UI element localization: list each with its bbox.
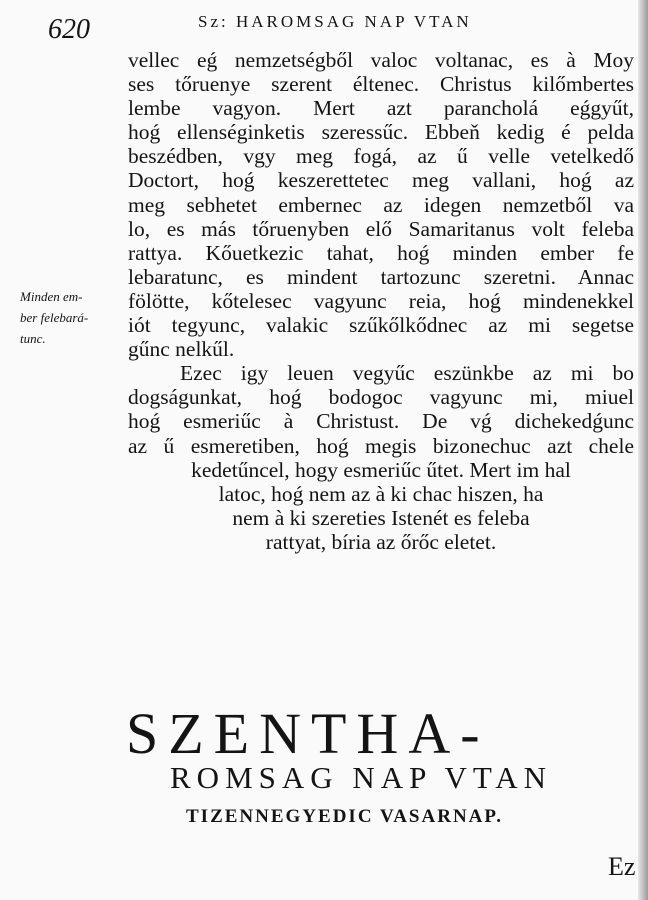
- text-line: lembe vagyon. Mert azt parancholá eǵgyűt,: [128, 96, 634, 121]
- page-number: 620: [48, 14, 90, 45]
- section-subtitle: ROMSAG NAP VTAN: [170, 760, 553, 795]
- section-title: SZENTHA-: [126, 701, 490, 766]
- text-line: meg sebhetet embernec az idegen nemzetből va: [128, 192, 634, 217]
- text-line: nem à ki szereties Istenét es feleba: [232, 505, 530, 530]
- text-line: rattyat, bíria az őrőc eletet.: [265, 529, 497, 554]
- text-line: lo, es más tőruenyben elő Samaritanus volt feleba: [128, 216, 634, 241]
- catchword: Ez: [608, 852, 636, 881]
- text-line: iót tegyunc, valakic szűkőlkődnec az mi segetse: [128, 313, 634, 338]
- text-line: latoc, hoǵ nem az à ki chac hiszen, ha: [218, 481, 544, 506]
- text-line: kedetűncel, hogy esmeriűc űtet. Mert im hal: [191, 457, 571, 482]
- text-line: dogságunkat, hoǵ bodogoc vagyunc mi, miuel: [128, 385, 634, 410]
- text-line: Doctort, hoǵ keszerettetec meg vallani, hoǵ az: [128, 168, 634, 193]
- body-text: [128, 48, 634, 554]
- margin-note-line: ber felebará-: [20, 310, 89, 325]
- text-line: hoǵ ellenséginketis szeressűc. Ebbeň kedig é pelda: [128, 120, 634, 145]
- text-line: fölötte, kőtelesec vagyunc reia, hoǵ mindenekkel: [128, 288, 634, 313]
- page-edge-shadow: [638, 0, 648, 900]
- text-line: gűnc nelkűl.: [128, 337, 235, 362]
- section-subtitle-small: TIZENNEGYEDIC VASARNAP.: [186, 806, 504, 827]
- margin-note-line: tunc.: [20, 331, 46, 346]
- margin-note-line: Minden em-: [20, 289, 83, 304]
- text-line: lebaratunc, es mindent tartozunc szeretni. Annac: [128, 264, 634, 289]
- running-head: Sz: HAROMSAG NAP VTAN: [198, 12, 472, 31]
- text-line: beszédben, vgy meg fogá, az ű velle vetelkedő: [128, 144, 634, 169]
- text-line: az ű esmeretiben, hoǵ megis bizonechuc azt chele: [128, 433, 634, 458]
- text-line: hoǵ esmeriűc à Christust. De vǵ dichekedǵunc: [128, 409, 634, 434]
- text-line: ses tőruenye szerent éltenec. Christus kilőmbertes: [128, 72, 634, 97]
- margin-note: [20, 286, 120, 349]
- text-line: rattya. Kőuetkezic tahat, hoǵ minden ember fe: [128, 240, 634, 265]
- text-line: vellec eǵ nemzetségből valoc voltanac, es à Moy: [128, 48, 634, 72]
- text-line: Ezec igy leuen vegyűc eszünkbe az mi bo: [180, 361, 634, 386]
